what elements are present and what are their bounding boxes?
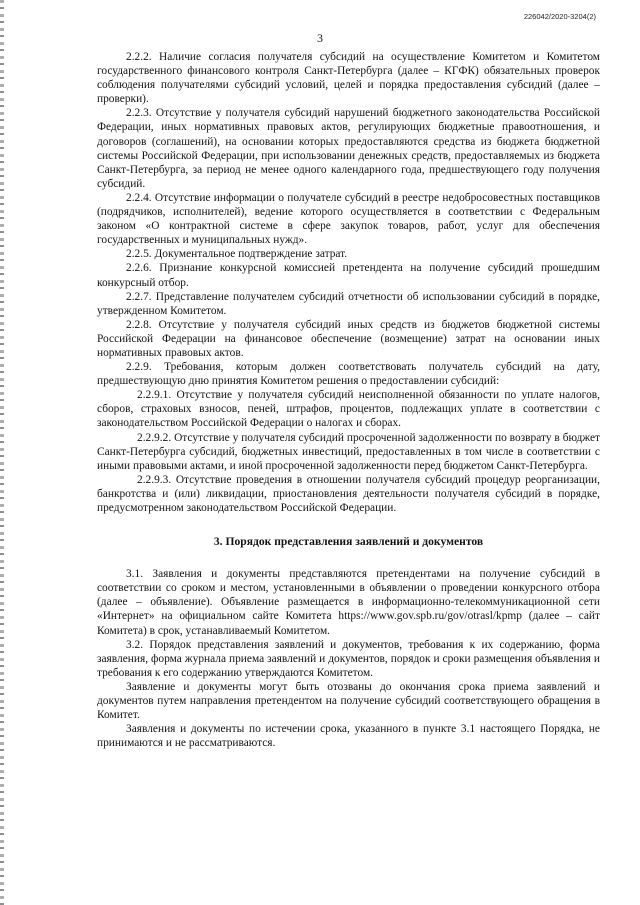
paragraph-withdrawal: Заявление и документы могут быть отозваны до окончания срока приема заявлений и документов путем направления претендентом на получение субсидий соответствующего обращения в Комитет. bbox=[97, 680, 600, 722]
paragraph-3-2: 3.2. Порядок представления заявлений и документов, требования к их содержанию, форма заявления, форма журнала приема заявлений и документов, порядок и сроки размещения объявления и требования к его содержанию утверждаются Комитетом. bbox=[97, 638, 600, 679]
paragraph-late-submission: Заявления и документы по истечении срока, указанного в пункте 3.1 настоящего Порядка, не принимаются и не рассматриваются. bbox=[97, 723, 600, 750]
paragraph-2-2-6: 2.2.6. Признание конкурсной комиссией претендента на получение субсидий прошедшим конкурсный отбор. bbox=[97, 262, 600, 289]
paragraph-2-2-9-2: 2.2.9.2. Отсутствие у получателя субсидий просроченной задолженности по возврату в бюджет Санкт-Петербурга субсидий, бюджетных инвестиций, предоставленных в том числе в соответствии с иными правовыми актами, и иной просроченной задолженности перед бюджетом Санкт-Петербурга. bbox=[97, 431, 600, 472]
paragraph-3-1: 3.1. Заявления и документы представляются претендентами на получение субсидий в соответствии со сроком и местом, установленными в объявлении о проведении конкурсного отбора (далее – объявление). Объявление размещается в информационно-телекоммуникационной сети «Интернет» на официальном сайте Комитета https://www.gov.spb.ru/gov/otrasl/kpmp (далее – сайт Комитета) в срок, устанавливаемый Комитетом. bbox=[97, 568, 600, 637]
scan-edge bbox=[0, 0, 4, 905]
document-id: 226042/2020-3204(2) bbox=[523, 12, 596, 21]
document-body bbox=[97, 50, 600, 750]
paragraph-2-2-3: 2.2.3. Отсутствие у получателя субсидий нарушений бюджетного законодательства Российской Федерации, иных нормативных правовых актов, регулирующих бюджетные правоотношения, и договоров (соглашений), на основании которых предоставляются средства из бюджета бюджетной системы Российской Федерации, при использовании денежных средств, предоставляемых из бюджета Санкт-Петербурга, за период не менее одного календарного года, предшествующего году получения субсидий. bbox=[97, 107, 600, 190]
paragraph-2-2-9-3: 2.2.9.3. Отсутствие проведения в отношении получателя субсидий процедур реорганизации, банкротства и (или) ликвидации, приостановления деятельности получателя субсидий в порядке, предусмотренном законодательством Российской Федерации. bbox=[97, 473, 600, 514]
paragraph-2-2-8: 2.2.8. Отсутствие у получателя субсидий иных средств из бюджетов бюджетной системы Российской Федерации на финансовое обеспечение (возмещение) затрат на основании иных нормативных правовых актов. bbox=[97, 318, 600, 359]
paragraph-2-2-5: 2.2.5. Документальное подтверждение затрат. bbox=[126, 248, 348, 261]
page-number: 3 bbox=[317, 31, 323, 45]
paragraph-2-2-9: 2.2.9. Требования, которым должен соответствовать получатель субсидий на дату, предшествующую дню принятия Комитетом решения о предоставлении субсидий: bbox=[97, 361, 600, 388]
paragraph-2-2-2: 2.2.2. Наличие согласия получателя субсидий на осуществление Комитетом и Комитетом государственного финансового контроля Санкт-Петербурга (далее – КГФК) обязательных проверок соблюдения получателями субсидий условий, целей и порядка предоставления субсидий (далее – проверки). bbox=[97, 51, 600, 106]
paragraph-2-2-9-1: 2.2.9.1. Отсутствие у получателя субсидий неисполненной обязанности по уплате налогов, сборов, страховых взносов, пеней, штрафов, процентов, подлежащих уплате в соответствии с законодательством Российской Федерации о налогах и сборах. bbox=[97, 389, 600, 430]
paragraph-2-2-4: 2.2.4. Отсутствие информации о получателе субсидий в реестре недобросовестных поставщиков (подрядчиков, исполнителей), ведение которого осуществляется в соответствии с Федеральным законом «О контрактной системе в сфере закупок товаров, работ, услуг для обеспечения государственных и муниципальных нужд». bbox=[97, 191, 600, 247]
section-3-heading: 3. Порядок представления заявлений и документов bbox=[213, 535, 484, 549]
paragraph-2-2-7: 2.2.7. Представление получателем субсидий отчетности об использовании субсидий в порядке, утвержденном Комитетом. bbox=[97, 290, 600, 317]
